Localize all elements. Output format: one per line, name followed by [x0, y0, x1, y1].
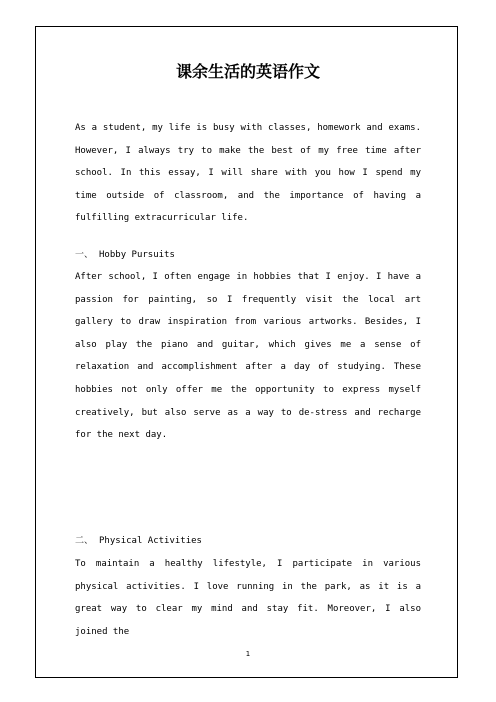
page-number: 1 — [245, 650, 251, 658]
section-heading-physical — [75, 530, 421, 552]
document-title: 课余生活的英语作文 — [175, 62, 320, 81]
intro-paragraph: As a student, my life is busy with classes, homework and exams. However, I always try to make the best of my free time after school. In this essay, I will share with you how I spend my time outside of classroom, and the importance of having a fulfilling extracurricular life. — [75, 123, 421, 224]
hobby-paragraph: After school, I often engage in hobbies that I enjoy. I have a passion for painting, so I frequently visit the local art gallery to draw inspiration from various artworks. Besides, I also play the piano and guitar, which gives me a sense of relaxation and accomplishment after a day of studying. These hobbies not only offer me the opportunity to express myself creatively, but also serve as a way to de-stress and recharge for the next day. — [75, 272, 421, 441]
physical-paragraph: To maintain a healthy lifestyle, I participate in various physical activities. I love running in the park, as it is a great way to clear my mind and stay fit. Moreover, I also joined the — [75, 559, 421, 637]
section-heading-text: Physical Activities — [99, 536, 202, 546]
section-number: 一、 — [75, 250, 94, 260]
section-number: 二、 — [75, 536, 94, 546]
section-heading-text: Hobby Pursuits — [99, 250, 175, 260]
section-heading-hobby — [75, 244, 421, 266]
